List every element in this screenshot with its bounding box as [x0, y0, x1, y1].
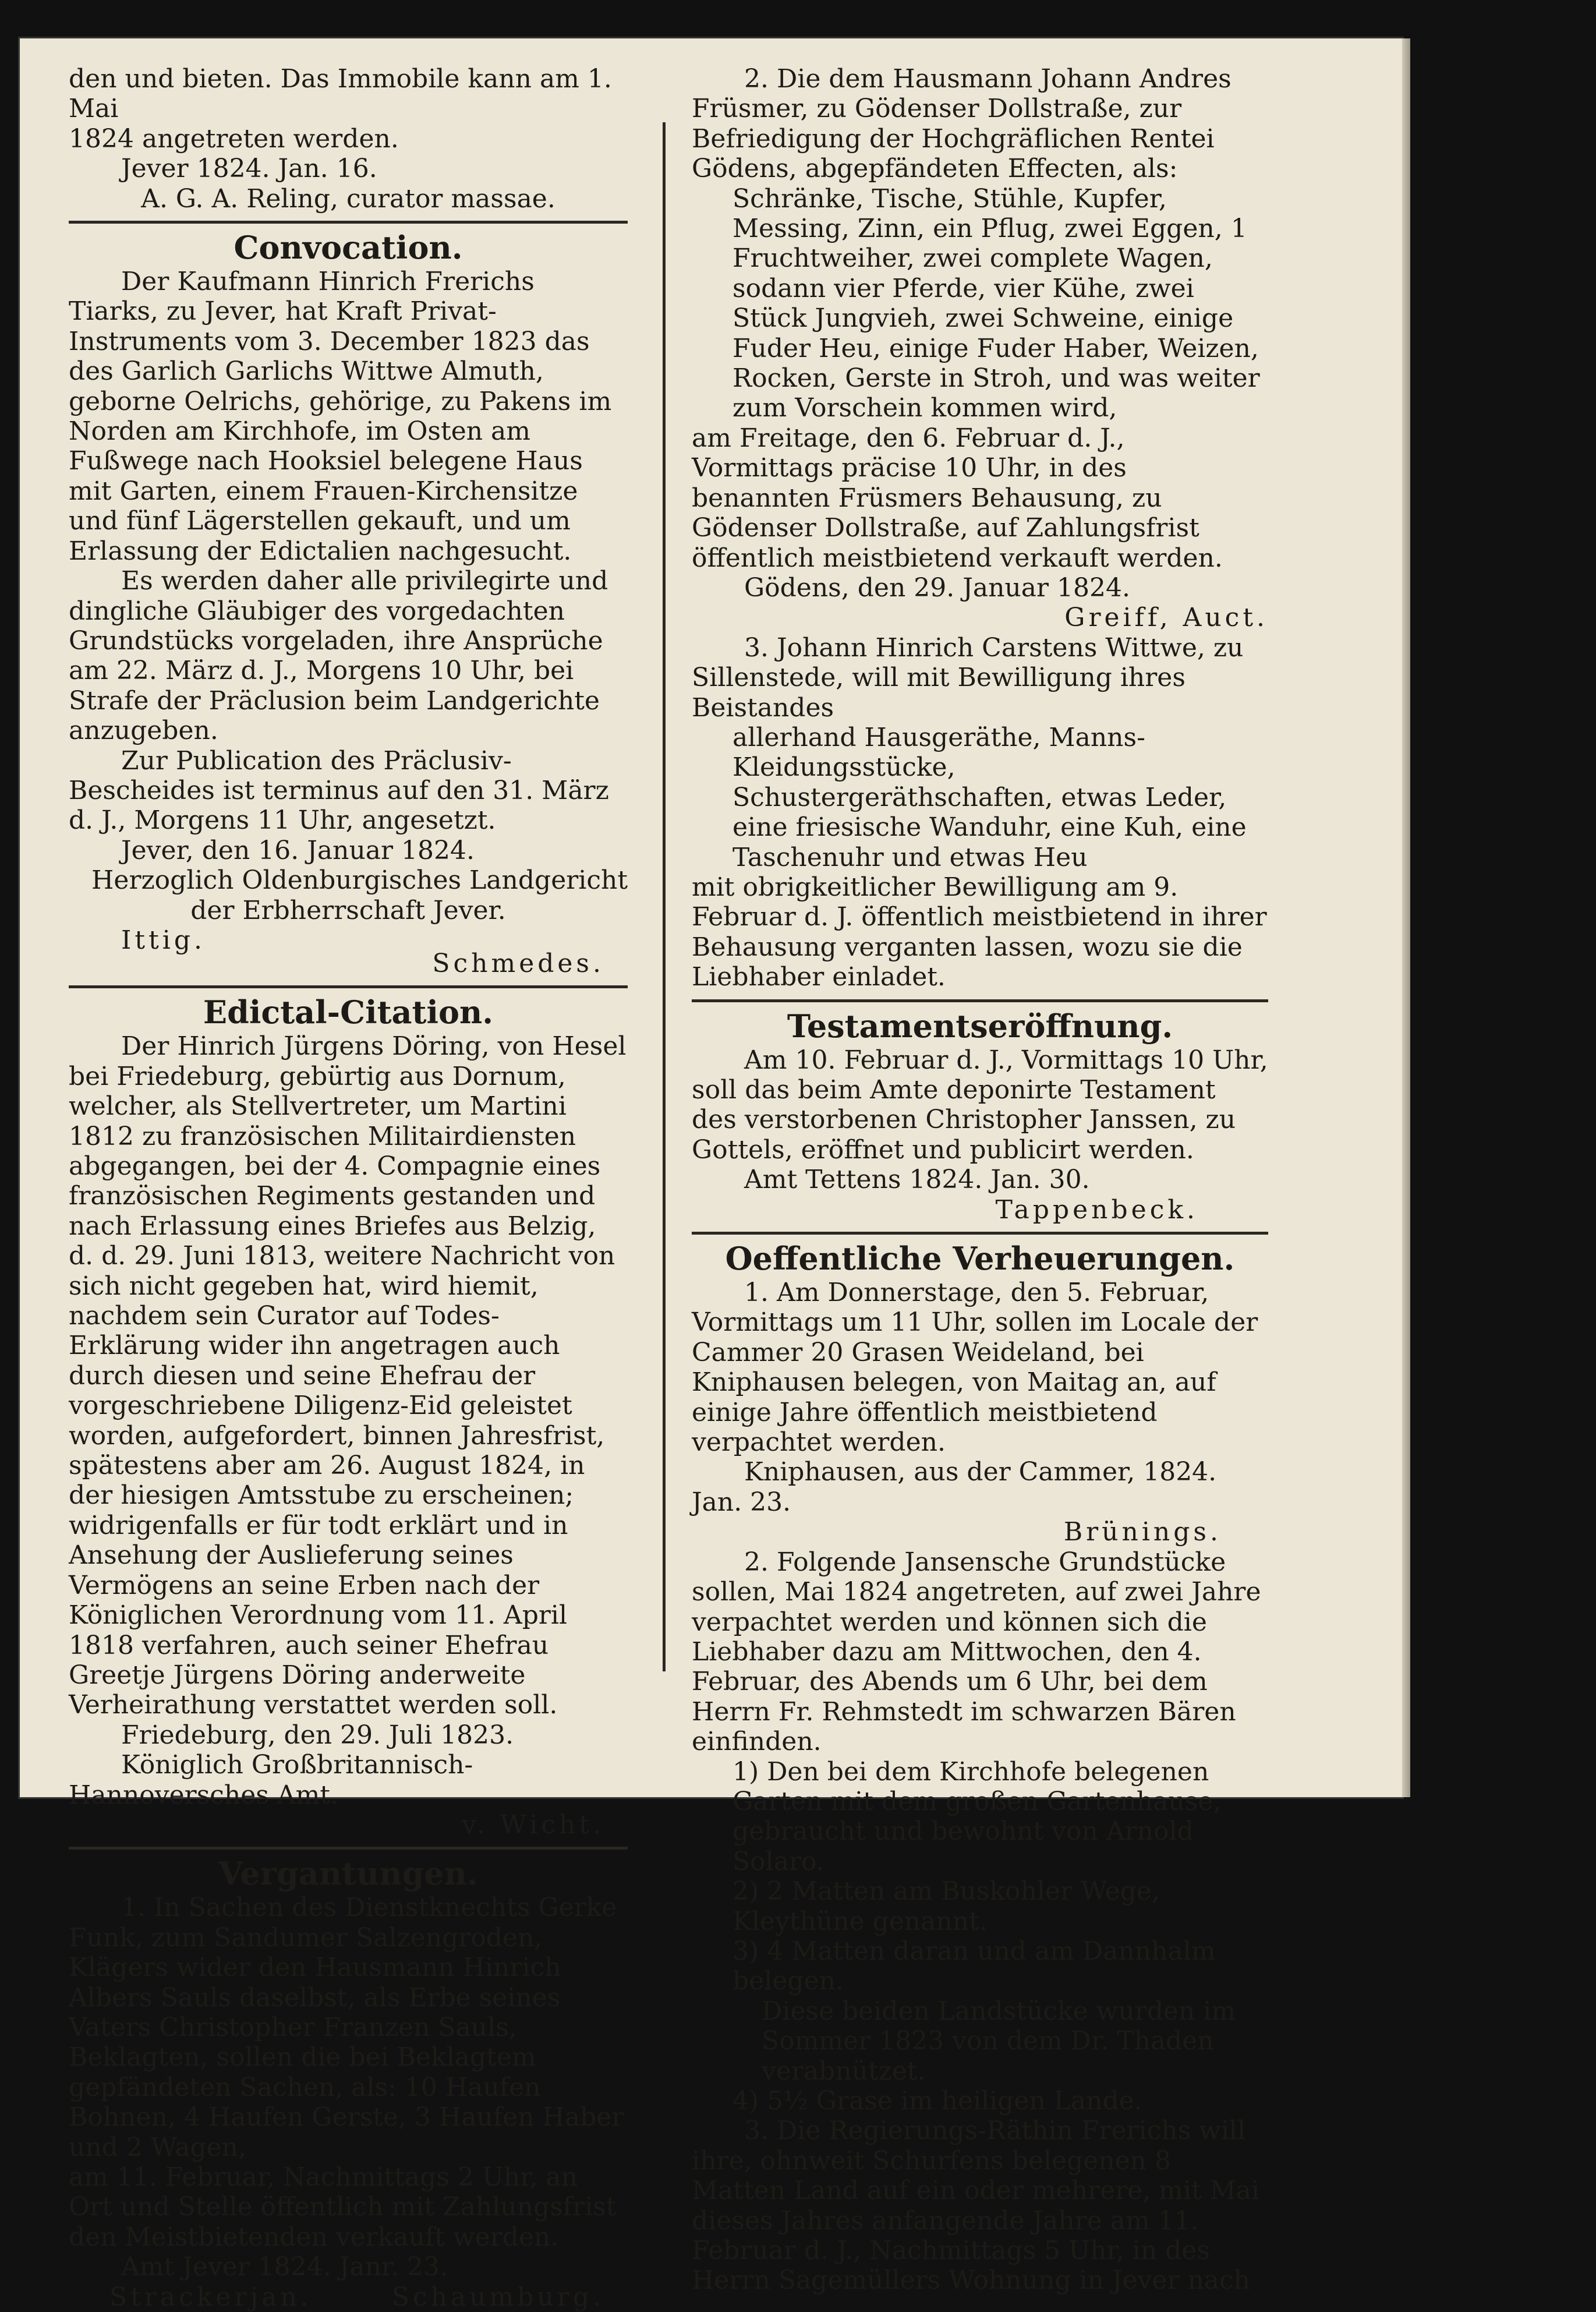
- edictal-citation-date: Friedeburg, den 29. Juli 1823.: [121, 1720, 514, 1750]
- vergantungen-signatures: [69, 2282, 628, 2312]
- section-rule: [69, 221, 628, 224]
- intro-date: Jever 1824. Jan. 16.: [121, 154, 377, 184]
- verheuerung-2-item-3-note: Diese beiden Landstücke wurden im Sommer 1823 von dem Dr. Thaden verabnützet.: [762, 1996, 1236, 2086]
- left-column: [69, 64, 628, 2312]
- signature-schaumburg: Schaumburg.: [391, 2282, 604, 2312]
- verheuerungen-heading: Oeffentliche Verheuerungen.: [725, 1240, 1235, 1278]
- edictal-citation-authority: Königlich Großbritannisch-Hannoversches Amt.: [69, 1750, 473, 1810]
- section-rule: [69, 985, 628, 988]
- section-rule: [69, 1847, 628, 1850]
- convocation-signatures: [69, 925, 628, 978]
- verheuerung-2-item-3: 3) 4 Matten daran und am Dannhalm belegen.: [732, 1936, 1216, 1996]
- verheuerung-3-paragraph: 3. Die Regierungs-Räthin Frerichs will ihre, ohnweit Schurfens belegenen 8 Matten Land auf ein oder mehrere, mit Mai dieses Jahres anfangende Jahre am 11. Februar d. J., Nachmittags 5 Uhr, in des Herrn Sagemüllers Wohnung in Jever nach: [692, 2116, 1259, 2296]
- column-divider: [663, 122, 666, 1671]
- vergantung-3-paragraph: 3. Johann Hinrich Carstens Wittwe, zu Sillenstede, will mit Bewilligung ihres Beistandes: [692, 632, 1244, 723]
- vergantung-3-items: allerhand Hausgeräthe, Manns-Kleidungsstücke, Schustergeräthschaften, etwas Leder, eine friesische Wanduhr, eine Kuh, eine Taschenuhr und etwas Heu: [732, 722, 1247, 872]
- convocation-authority-1: Herzoglich Oldenburgisches Landgericht: [91, 865, 628, 896]
- vergantungen-paragraph-2: am 11. Februar, Nachmittags 2 Uhr, an Ort und Stelle öffentlich mit Zahlungsfrist den Meistbietenden verkauft werden.: [69, 2162, 617, 2252]
- signature-ittig: Ittig.: [121, 925, 206, 955]
- vergantungen-heading: Vergantungen.: [218, 1855, 478, 1893]
- page-edge: [1402, 38, 1410, 1797]
- verheuerung-1-paragraph: 1. Am Donnerstage, den 5. Februar, Vormittags um 11 Uhr, sollen im Locale der Cammer 20 Grasen Weideland, bei Kniphausen belegen, von Maitag an, auf einige Jahre öffentlich meistbietend verpachtet werden.: [692, 1278, 1258, 1458]
- intro-line-2: 1824 angetreten werden.: [69, 123, 399, 154]
- verheuerung-2-item-2: 2) 2 Matten am Buskohler Wege, Kleythüne genannt.: [732, 1876, 1160, 1936]
- verheuerung-2-paragraph: 2. Folgende Jansensche Grundstücke sollen, Mai 1824 angetreten, auf zwei Jahre verpachtet werden und können sich die Liebhaber dazu am Mittwochen, den 4. Februar, des Abends um 6 Uhr, bei dem Herrn Fr. Rehmstedt im schwarzen Bären einfinden.: [692, 1547, 1261, 1757]
- edictal-citation-paragraph: Der Hinrich Jürgens Döring, von Hesel bei Friedeburg, gebürtig aus Dornum, welcher, als Stellvertreter, um Martini 1812 zu französischen Militairdiensten abgegangen, bei der 4. Compagnie eines französischen Regiments gestanden und nach Erlassung eines Briefes aus Belzig, d. d. 29. Juni 1813, weitere Nachricht von sich nicht gegeben hat, wird hiemit, nachdem sein Curator auf Todes-Erklärung wider ihn angetragen auch durch diesen und seine Ehefrau der vorgeschriebene Diligenz-Eid geleistet worden, aufgefordert, binnen Jahresfrist, spätestens aber am 26. August 1824, in der hiesigen Amtsstube zu erscheinen; widrigenfalls er für todt erklärt und in Ansehung der Auslieferung seines Vermögens an seine Erben nach der Königlichen Verordnung vom 11. April 1818 verfahren, auch seiner Ehefrau Greetje Jürgens Döring anderweite Verheirathung verstattet werden soll.: [69, 1031, 627, 1720]
- convocation-paragraph-2: Es werden daher alle privilegirte und dingliche Gläubiger des vorgedachten Grundstücks vorgeladen, ihre Ansprüche am 22. März d. J., Morgens 10 Uhr, bei Strafe der Präclusion beim Landgerichte anzugeben.: [69, 566, 608, 746]
- vergantungen-date: Amt Jever 1824. Janr. 23.: [121, 2252, 448, 2282]
- convocation-paragraph-3: Zur Publication des Präclusiv-Bescheides ist terminus auf den 31. März d. J., Morgens 11 Uhr, angesetzt.: [69, 745, 609, 836]
- vergantung-3-terms: mit obrigkeitlicher Bewilligung am 9. Februar d. J. öffentlich meistbietend in ihrer Behausung verganten lassen, wozu sie die Liebhaber einladet.: [692, 872, 1267, 992]
- edictal-citation-heading: Edictal-Citation.: [203, 994, 494, 1031]
- intro-signature: A. G. A. Reling, curator massae.: [141, 183, 555, 214]
- convocation-date: Jever, den 16. Januar 1824.: [121, 835, 475, 865]
- vergantung-2-terms: am Freitage, den 6. Februar d. J., Vormittags präcise 10 Uhr, in des benannten Früsmers Behausung, zu Gödenser Dollstraße, auf Zahlungsfrist öffentlich meistbietend verkauft werden.: [692, 423, 1223, 573]
- vergantung-2-paragraph: 2. Die dem Hausmann Johann Andres Früsmer, zu Gödenser Dollstraße, zur Befriedigung der Hochgräflichen Rentei Gödens, abgepfändeten Effecten, als:: [692, 64, 1231, 184]
- vergantung-2-items: Schränke, Tische, Stühle, Kupfer, Messing, Zinn, ein Pflug, zwei Eggen, 1 Fruchtweiher, zwei complete Wagen, sodann vier Pferde, vier Kühe, zwei Stück Jungvieh, zwei Schweine, einige Fuder Heu, einige Fuder Haber, Weizen, Rocken, Gerste in Stroh, und was weiter zum Vorschein kommen wird,: [732, 183, 1260, 423]
- vergantungen-paragraph-1: 1. In Sachen des Dienstknechts Gerke Funk, zum Sandumer Salzengroden, Klägers wider den Hausmann Hinrich Albers Sauls daselbst, als Erbe seines Vaters Christopher Franzen Sauls, Beklagten, sollen die bei Beklagtem gepfändeten Sachen, als: 10 Haufen Bohnen, 4 Haufen Gerste, 3 Haufen Haber und 2 Wagen,: [69, 1893, 624, 2162]
- verheuerung-1-date: Kniphausen, aus der Cammer, 1824. Jan. 23.: [692, 1457, 1217, 1517]
- intro-line-1: den und bieten. Das Immobile kann am 1. Mai: [69, 64, 612, 124]
- signature-greiff: Greiff, Auct.: [1064, 603, 1268, 633]
- section-rule: [692, 1232, 1268, 1235]
- testamentseroeffnung-date: Amt Tettens 1824. Jan. 30.: [744, 1165, 1090, 1195]
- convocation-authority-2: der Erbherrschaft Jever.: [190, 895, 506, 925]
- vergantung-2-date: Gödens, den 29. Januar 1824.: [744, 572, 1130, 603]
- verheuerung-2-item-4: 4) 5½ Grase im heiligen Lande.: [732, 2086, 1142, 2116]
- right-column: [692, 64, 1268, 2296]
- signature-strackerjan: Strackerjan.: [109, 2282, 312, 2312]
- testamentseroeffnung-heading: Testamentseröffnung.: [787, 1007, 1173, 1045]
- signature-schmedes: Schmedes.: [432, 948, 604, 978]
- section-rule: [692, 999, 1268, 1002]
- convocation-paragraph-1: Der Kaufmann Hinrich Frerichs Tiarks, zu Jever, hat Kraft Privat-Instruments vom 3. December 1823 das des Garlich Garlichs Wittwe Almuth, geborne Oelrichs, gehörige, zu Pakens im Norden am Kirchhofe, im Osten am Fußwege nach Hooksiel belegene Haus mit Garten, einem Frauen-Kirchensitze und fünf Lägerstellen gekauft, und um Erlassung der Edictalien nachgesucht.: [69, 267, 612, 566]
- convocation-heading: Convocation.: [233, 229, 463, 267]
- verheuerung-2-item-1: 1) Den bei dem Kirchhofe belegenen Garten mit dem großen Gartenhause, gebraucht und bewohnt von Arnold Solaro.: [732, 1756, 1222, 1876]
- testamentseroeffnung-paragraph: Am 10. Februar d. J., Vormittags 10 Uhr, soll das beim Amte deponirte Testament des verstorbenen Christopher Janssen, zu Gottels, eröffnet und publicirt werden.: [692, 1045, 1268, 1165]
- signature-tappenbeck: Tappenbeck.: [995, 1194, 1198, 1225]
- signature-wicht: v. Wicht.: [462, 1809, 604, 1840]
- signature-bruenings: Brünings.: [1063, 1517, 1222, 1547]
